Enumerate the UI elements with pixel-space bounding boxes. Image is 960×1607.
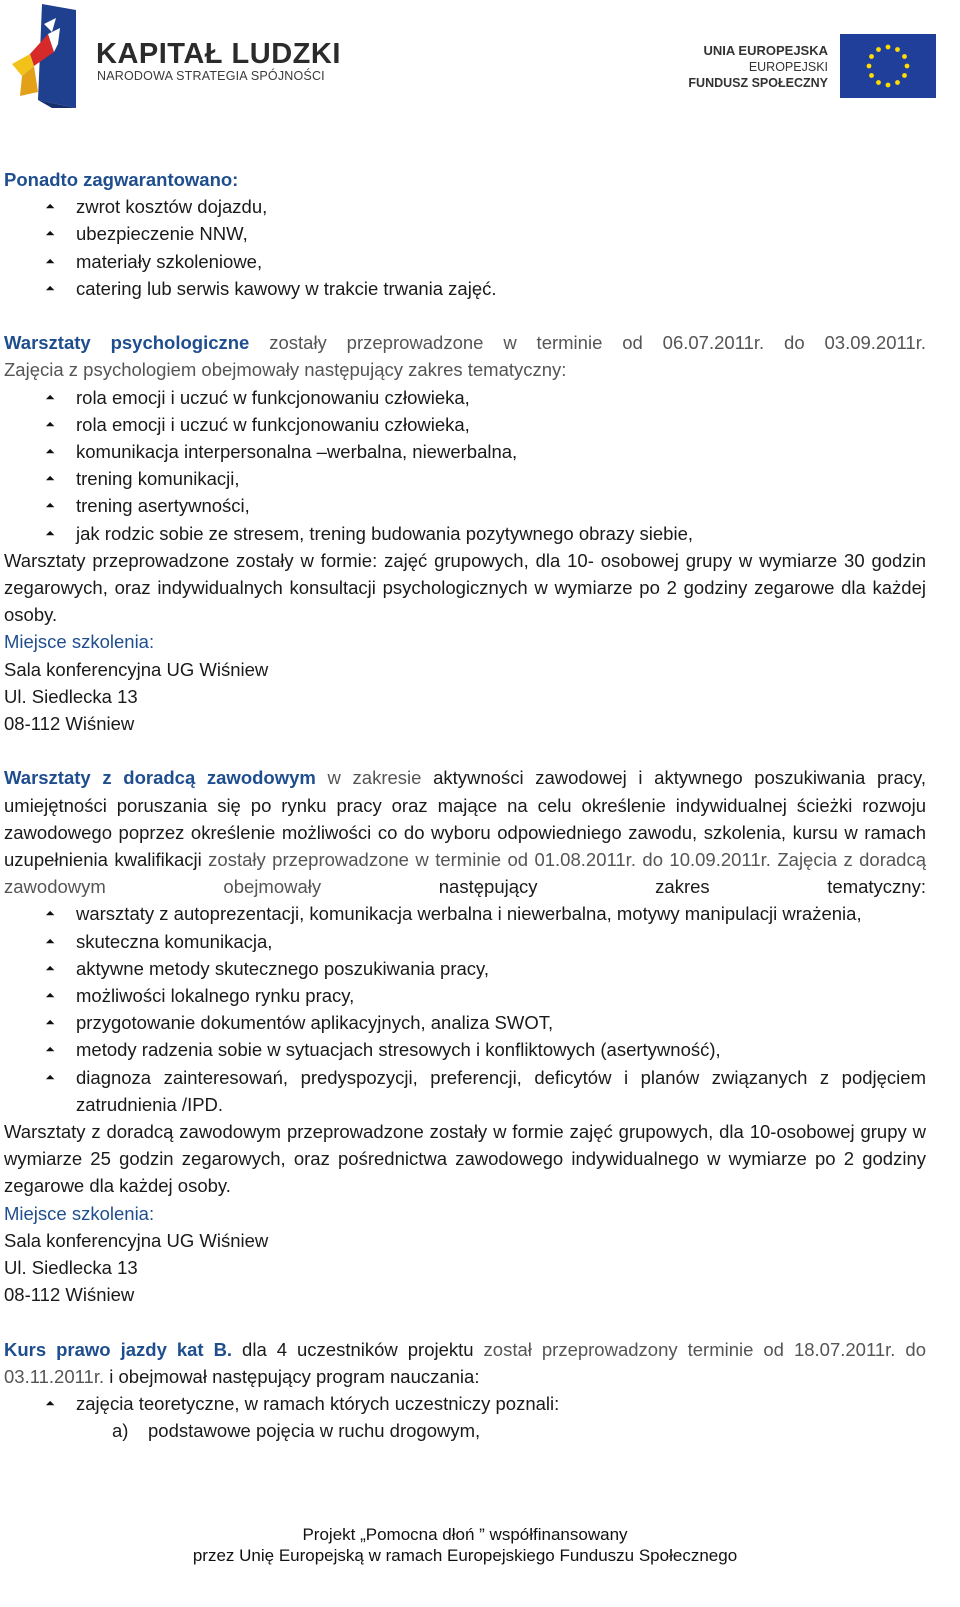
bullet-icon: ⏶ bbox=[45, 906, 55, 921]
psych-scope: Zajęcia z psychologiem obejmowały następujący zakres tematyczny: bbox=[4, 359, 567, 381]
bullet-icon: ⏶ bbox=[45, 253, 55, 268]
bullet-icon: ⏶ bbox=[45, 1069, 55, 1084]
psych-form: Warsztaty przeprowadzone zostały w formie: zajęć grupowych, dla 10- osobowej grupy w wymiarze 30 godzin zegarowych, oraz indywidualnych konsultacji psychologicznych w wymiarze po 2 godziny zegarowe dla każdej osoby. bbox=[4, 549, 926, 626]
psych-title: Warsztaty psychologiczne bbox=[4, 332, 250, 354]
list-item: ⏶ aktywne metody skutecznego poszukiwania pracy, bbox=[4, 955, 926, 982]
bullet-icon: ⏶ bbox=[45, 498, 55, 513]
bullet-icon: ⏶ bbox=[45, 988, 55, 1003]
bullet-icon: ⏶ bbox=[45, 1042, 55, 1057]
bullet-icon: ⏶ bbox=[45, 1015, 55, 1030]
footer-line-1: Projekt „Pomocna dłoń ” współfinansowany bbox=[302, 1525, 628, 1544]
bullet-icon: ⏶ bbox=[45, 960, 55, 975]
list-item: ⏶ zajęcia teoretyczne, w ramach których uczestniczy poznali: bbox=[4, 1390, 926, 1417]
list-item: ⏶ zwrot kosztów dojazdu, bbox=[4, 193, 926, 220]
footer-line-2: przez Unię Europejską w ramach Europejskiego Funduszu Społecznego bbox=[192, 1546, 738, 1565]
psych-place-line: 08-112 Wiśniew bbox=[4, 713, 135, 735]
document-body bbox=[4, 166, 926, 1445]
list-item: ⏶ rola emocji i uczuć w funkcjonowaniu człowieka, bbox=[4, 384, 926, 411]
career-intro: Warsztaty z doradcą zawodowym w zakresie aktywności zawodowej i aktywnego poszukiwania pracy, umiejętności poruszania się po rynku pracy oraz mające na celu określenie indywidualnej ścieżki rozwoju zawodowego poprzez określenie możliwości co do wyboru odpowiedniego zawodu, szkolenia, kursu w ramach uzupełnienia kwalifikacji zostały przeprowadzone w terminie od 01.08.2011r. do 10.09.2011r. Zajęcia z doradcą zawodowym obejmowały następujący zakres tematyczny: bbox=[4, 767, 927, 898]
ue-line-1: UNIA EUROPEJSKA bbox=[703, 43, 828, 58]
career-place-line: Sala konferencyjna UG Wiśniew bbox=[4, 1229, 269, 1251]
psych-place-heading: Miejsce szkolenia: bbox=[4, 631, 155, 653]
list-item: ⏶ trening komunikacji, bbox=[4, 465, 926, 492]
list-item: ⏶ warsztaty z autoprezentacji, komunikacja werbalna i niewerbalna, motywy manipulacji wrażenia, bbox=[4, 900, 926, 927]
bullet-icon: ⏶ bbox=[45, 199, 55, 214]
list-item: ⏶ możliwości lokalnego rynku pracy, bbox=[4, 982, 926, 1009]
guaranteed-heading: Ponadto zagwarantowano: bbox=[4, 169, 239, 190]
driving-title: Kurs prawo jazdy kat B. bbox=[4, 1338, 233, 1360]
driving-program-list bbox=[4, 1390, 926, 1417]
bullet-icon: ⏶ bbox=[45, 389, 55, 404]
psych-intro: Warsztaty psychologiczne zostały przeprowadzone w terminie od 06.07.2011r. do 03.09.2011r. bbox=[4, 332, 926, 354]
list-item: ⏶ trening asertywności, bbox=[4, 492, 926, 519]
sub-item-label: a) bbox=[112, 1420, 129, 1442]
bullet-icon: ⏶ bbox=[45, 525, 55, 540]
list-item: ⏶ materiały szkoleniowe, bbox=[4, 248, 926, 275]
kapital-ludzki-subtitle: NARODOWA STRATEGIA SPÓJNOŚCI bbox=[97, 69, 325, 83]
list-item: ⏶ komunikacja interpersonalna –werbalna, niewerbalna, bbox=[4, 438, 926, 465]
career-title: Warsztaty z doradcą zawodowym bbox=[4, 767, 316, 789]
list-item: ⏶ metody radzenia sobie w sytuacjach stresowych i konfliktowych (asertywność), bbox=[4, 1036, 926, 1063]
career-place-line: Ul. Siedlecka 13 bbox=[4, 1257, 138, 1279]
psych-place-line: Ul. Siedlecka 13 bbox=[4, 685, 138, 707]
bullet-icon: ⏶ bbox=[45, 471, 55, 486]
list-item: ⏶ rola emocji i uczuć w funkcjonowaniu człowieka, bbox=[4, 411, 926, 438]
ue-logo-text bbox=[688, 43, 828, 91]
bullet-icon: ⏶ bbox=[45, 280, 55, 295]
page-footer bbox=[0, 1524, 930, 1566]
bullet-icon: ⏶ bbox=[45, 444, 55, 459]
career-form: Warsztaty z doradcą zawodowym przeprowadzone zostały w formie zajęć grupowych, dla 10-osobowej grupy w wymiarze 25 godzin zegarowych, oraz pośrednictwa zawodowego indywidualnego w wymiarze po 2 godziny zegarowe dla każdej osoby. bbox=[4, 1121, 926, 1197]
driving-intro: Kurs prawo jazdy kat B. dla 4 uczestników projektu został przeprowadzony terminie od 18.07.2011r. do 03.11.2011r. i obejmował następujący program nauczania: bbox=[4, 1338, 926, 1387]
page-header bbox=[0, 0, 960, 110]
psych-topic-list bbox=[4, 384, 926, 547]
list-item: ⏶ przygotowanie dokumentów aplikacyjnych, analiza SWOT, bbox=[4, 1009, 926, 1036]
list-item: ⏶ jak rodzic sobie ze stresem, trening budowania pozytywnego obrazy siebie, bbox=[4, 520, 926, 547]
ue-line-2: EUROPEJSKI bbox=[748, 60, 828, 74]
bullet-icon: ⏶ bbox=[45, 933, 55, 948]
kapital-ludzki-logo bbox=[8, 4, 76, 108]
ue-line-3: FUNDUSZ SPOŁECZNY bbox=[688, 76, 828, 90]
eu-flag-icon bbox=[840, 34, 936, 98]
list-item: ⏶ diagnoza zainteresowań, predyspozycji, preferencji, deficytów i planów związanych z podjęciem zatrudnienia /IPD. bbox=[4, 1064, 926, 1118]
career-topic-list bbox=[4, 900, 926, 1118]
bullet-icon: ⏶ bbox=[45, 1396, 55, 1411]
list-item: ⏶ skuteczna komunikacja, bbox=[4, 928, 926, 955]
career-place-heading: Miejsce szkolenia: bbox=[4, 1202, 155, 1224]
bullet-icon: ⏶ bbox=[45, 226, 55, 241]
kapital-ludzki-title: KAPITAŁ LUDZKI bbox=[96, 38, 341, 70]
list-item: ⏶ catering lub serwis kawowy w trakcie trwania zajęć. bbox=[4, 275, 926, 302]
sub-item-text: podstawowe pojęcia w ruchu drogowym, bbox=[148, 1420, 481, 1442]
career-place-line: 08-112 Wiśniew bbox=[4, 1284, 135, 1306]
psych-place-line: Sala konferencyjna UG Wiśniew bbox=[4, 658, 269, 680]
guaranteed-list bbox=[4, 193, 926, 302]
driving-sub-item bbox=[4, 1417, 926, 1444]
bullet-icon: ⏶ bbox=[45, 416, 55, 431]
list-item: ⏶ ubezpieczenie NNW, bbox=[4, 220, 926, 247]
